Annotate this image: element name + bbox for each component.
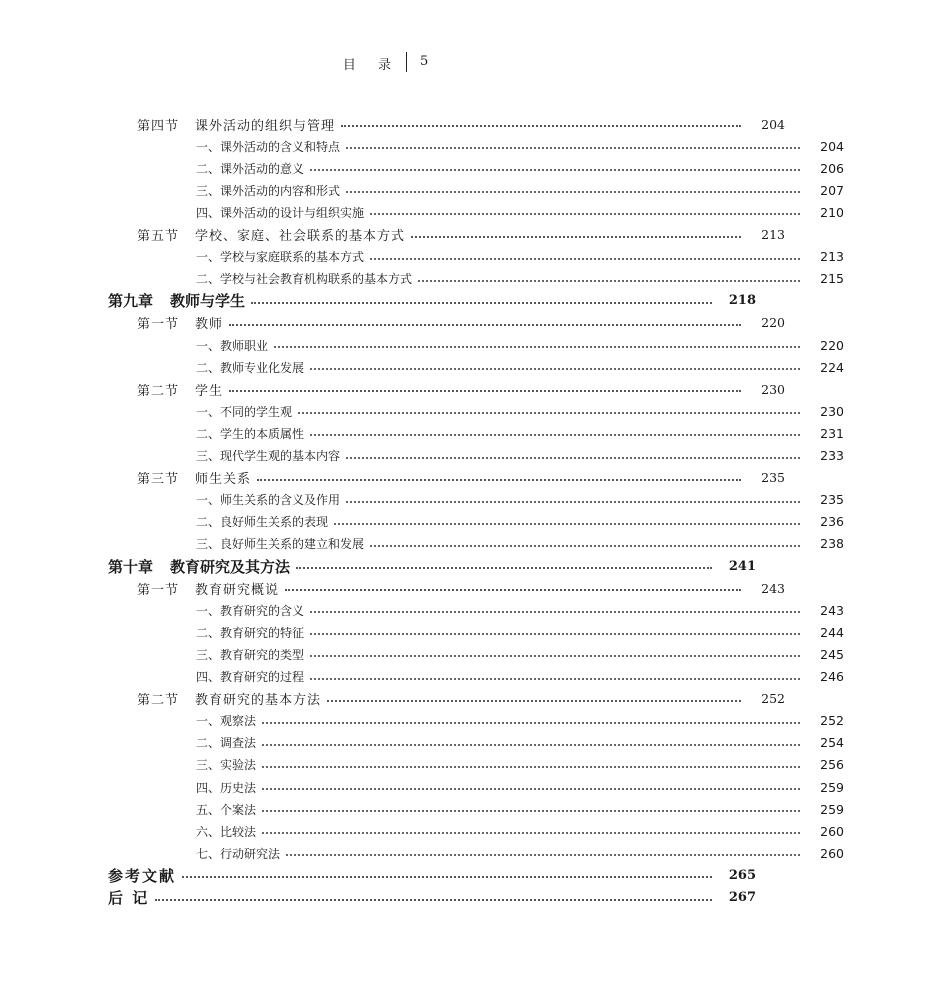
toc-entry-chapter[interactable] — [0, 555, 858, 577]
dot-leader — [310, 655, 800, 657]
toc-page-number: 243 — [761, 580, 785, 596]
toc-number: 第九章 — [108, 292, 154, 311]
toc-page-number: 238 — [820, 536, 844, 552]
dot-leader — [285, 589, 741, 591]
dot-leader — [327, 700, 741, 702]
dot-leader — [310, 611, 800, 613]
toc-number: 第二节 — [137, 383, 180, 399]
toc-entry-item[interactable] — [0, 776, 946, 798]
dot-leader — [262, 788, 800, 790]
toc-title: 三、教育研究的类型 — [196, 647, 305, 662]
toc-label — [137, 380, 223, 399]
toc-entry-item[interactable] — [0, 489, 946, 511]
toc-page-number: 207 — [820, 182, 844, 198]
dot-leader — [251, 302, 712, 304]
toc-label — [196, 248, 364, 265]
toc-label — [196, 801, 256, 818]
dot-leader — [310, 633, 800, 635]
toc-title: 一、教育研究的含义 — [196, 603, 305, 618]
toc-entry-item[interactable] — [0, 621, 946, 643]
toc-title: 四、历史法 — [196, 780, 257, 795]
toc-entry-item[interactable] — [0, 820, 946, 842]
toc-label — [196, 535, 364, 552]
toc-title: 一、教师职业 — [196, 338, 269, 353]
toc-entry-item[interactable] — [0, 599, 946, 621]
toc-entry-item[interactable] — [0, 422, 946, 444]
dot-leader — [262, 766, 800, 768]
toc-label — [137, 468, 251, 487]
toc-title: 一、课外活动的含义和特点 — [196, 139, 341, 154]
toc-title: 二、教师专业化发展 — [196, 360, 305, 375]
toc-title: 三、实验法 — [196, 758, 257, 773]
toc-page-number: 210 — [820, 204, 844, 220]
toc-label — [196, 779, 256, 796]
dot-leader — [274, 346, 800, 348]
toc-title: 师生关系 — [195, 472, 252, 488]
toc-page-number: 260 — [820, 823, 844, 839]
toc-label — [196, 403, 292, 420]
toc-title: 二、学生的本质属性 — [196, 426, 305, 441]
toc-label — [196, 337, 268, 354]
toc-entry-item[interactable] — [0, 356, 946, 378]
toc-label — [196, 712, 256, 729]
dot-leader — [262, 832, 800, 834]
toc-entry-item[interactable] — [0, 511, 946, 533]
toc-label — [196, 359, 304, 376]
dot-leader — [310, 169, 800, 171]
toc-page-number: 245 — [820, 646, 844, 662]
toc-page-number: 220 — [820, 337, 844, 353]
toc-title: 参考文献 — [108, 866, 177, 885]
toc-page-number: 220 — [761, 315, 785, 331]
toc-page-number: 230 — [761, 381, 785, 397]
dot-leader — [262, 744, 800, 746]
toc-label — [196, 138, 340, 155]
toc-entry-item[interactable] — [0, 666, 946, 688]
toc-label — [196, 425, 304, 442]
dot-leader — [418, 280, 800, 282]
dot-leader — [334, 523, 800, 525]
header-title: 目 录 — [342, 58, 400, 73]
toc-entry-item[interactable] — [0, 334, 946, 356]
toc-page-number: 235 — [761, 470, 785, 486]
toc-label — [196, 491, 340, 508]
toc-label — [108, 865, 176, 886]
toc-label — [196, 513, 328, 530]
toc-page-number: 259 — [820, 801, 844, 817]
toc-entry-chapter[interactable] — [0, 290, 858, 312]
dot-leader — [370, 545, 800, 547]
dot-leader — [155, 899, 712, 901]
toc-entry-section[interactable] — [0, 224, 887, 246]
toc-entry-back[interactable] — [0, 864, 858, 886]
toc-label — [196, 270, 412, 287]
toc-page-number: 244 — [820, 624, 844, 640]
toc-page-number: 252 — [761, 691, 785, 707]
toc-title: 四、教育研究的过程 — [196, 670, 305, 684]
toc-entry-item[interactable] — [0, 710, 946, 732]
toc-title: 三、现代学生观的基本内容 — [196, 449, 341, 463]
toc-entry-item[interactable] — [0, 643, 946, 665]
toc-number: 第三节 — [137, 472, 180, 488]
dot-leader — [310, 434, 800, 436]
toc-title: 一、观察法 — [196, 714, 257, 729]
toc-entry-item[interactable] — [0, 754, 946, 776]
toc-title: 三、良好师生关系的建立和发展 — [196, 537, 365, 552]
toc-entry-section[interactable] — [0, 378, 887, 400]
dot-leader — [229, 324, 741, 326]
toc-entry-section[interactable] — [0, 312, 887, 334]
toc-label — [108, 887, 149, 908]
toc-entry-item[interactable] — [0, 246, 946, 268]
toc-page-number: 230 — [820, 403, 844, 419]
toc-title: 三、课外活动的内容和形式 — [196, 183, 341, 198]
dot-leader — [286, 854, 800, 856]
toc-entry-section[interactable] — [0, 113, 887, 135]
dot-leader — [298, 412, 800, 414]
toc-page-number: 254 — [820, 735, 844, 751]
toc-title: 一、不同的学生观 — [196, 404, 293, 419]
toc-page-number: 235 — [820, 492, 844, 508]
toc-number: 第一节 — [137, 582, 180, 598]
dot-leader — [182, 876, 712, 878]
toc-entry-item[interactable] — [0, 201, 946, 223]
toc-page-number: 231 — [820, 425, 844, 441]
toc-page-number: 252 — [820, 713, 844, 729]
toc-title: 一、学校与家庭联系的基本方式 — [196, 250, 365, 265]
toc-label — [196, 734, 256, 751]
toc-label — [108, 290, 245, 311]
toc-page-number: 224 — [820, 359, 844, 375]
toc-number: 第四节 — [137, 118, 180, 134]
toc-entry-item[interactable] — [0, 268, 946, 290]
toc-entry-section[interactable] — [0, 467, 887, 489]
toc-label — [137, 225, 405, 244]
toc-entry-item[interactable] — [0, 400, 946, 422]
toc-page-number: 241 — [728, 558, 756, 574]
toc-entry-item[interactable] — [0, 842, 946, 864]
toc-title: 六、比较法 — [196, 824, 257, 839]
toc-title: 二、课外活动的意义 — [196, 161, 305, 176]
toc-title: 教育研究及其方法 — [170, 557, 291, 576]
toc-number: 第二节 — [137, 693, 180, 709]
toc-entry-item[interactable] — [0, 179, 946, 201]
toc-page-number: 256 — [820, 757, 844, 773]
toc-page-number: 243 — [820, 602, 844, 618]
toc-entry-item[interactable] — [0, 157, 946, 179]
dot-leader — [346, 457, 800, 459]
toc-page-number: 213 — [820, 249, 844, 265]
toc-entry-item[interactable] — [0, 732, 946, 754]
toc-title: 二、教育研究的特征 — [196, 625, 305, 640]
toc-label — [196, 756, 256, 773]
toc-page-number: 236 — [820, 514, 844, 530]
toc-entry-back[interactable] — [0, 887, 858, 909]
toc-title: 教师 — [195, 317, 224, 333]
toc-title: 课外活动的组织与管理 — [195, 118, 336, 134]
toc-title: 教师与学生 — [170, 292, 246, 311]
toc-label — [196, 845, 280, 862]
toc-page-number: 259 — [820, 779, 844, 795]
header-page-number: 5 — [420, 54, 429, 69]
toc-title: 学校、家庭、社会联系的基本方式 — [195, 229, 406, 244]
toc-entry-item[interactable] — [0, 533, 946, 555]
toc-page-number: 233 — [820, 448, 844, 463]
toc-page-number: 265 — [728, 867, 756, 883]
toc-title: 二、学校与社会教育机构联系的基本方式 — [196, 272, 413, 287]
toc-label — [108, 556, 290, 577]
toc-entry-item[interactable] — [0, 798, 946, 820]
header-separator — [406, 52, 407, 72]
toc-number: 第五节 — [137, 229, 180, 244]
toc-entry-section[interactable] — [0, 688, 887, 710]
toc-page-number: 206 — [820, 160, 844, 176]
toc-label — [196, 447, 340, 464]
toc-entry-item[interactable] — [0, 135, 946, 157]
dot-leader — [346, 501, 800, 503]
dot-leader — [262, 810, 800, 812]
dot-leader — [310, 368, 800, 370]
toc-label — [196, 182, 340, 199]
toc-entry-item[interactable] — [0, 445, 946, 467]
toc-label — [196, 160, 304, 177]
dot-leader — [370, 213, 800, 215]
toc-page-number: 267 — [728, 890, 756, 905]
toc-label — [196, 204, 364, 221]
toc-label — [196, 823, 256, 840]
toc-page-number: 260 — [820, 845, 844, 861]
toc-label — [196, 602, 304, 619]
dot-leader — [370, 258, 800, 260]
toc-title: 教育研究的基本方法 — [195, 693, 322, 709]
toc-label — [137, 313, 223, 332]
toc-title: 二、良好师生关系的表现 — [196, 515, 329, 530]
toc-page-number: 213 — [761, 227, 785, 242]
toc-title: 七、行动研究法 — [196, 846, 281, 861]
dot-leader — [229, 390, 741, 392]
dot-leader — [262, 722, 800, 724]
toc-label — [137, 115, 335, 134]
dot-leader — [346, 147, 800, 149]
toc-label — [137, 579, 279, 598]
toc-page-number: 246 — [820, 669, 844, 684]
toc-page-number: 204 — [761, 116, 785, 132]
toc-title: 学生 — [195, 383, 224, 399]
dot-leader — [341, 125, 741, 127]
toc-label — [196, 624, 304, 641]
dot-leader — [346, 191, 800, 193]
toc-title: 教育研究概说 — [195, 582, 280, 598]
toc-number: 第十章 — [108, 557, 154, 576]
toc-number: 第一节 — [137, 317, 180, 333]
toc-page-number: 204 — [820, 138, 844, 154]
toc-title: 一、师生关系的含义及作用 — [196, 493, 341, 508]
dot-leader — [296, 567, 712, 569]
toc-title: 四、课外活动的设计与组织实施 — [196, 205, 365, 220]
toc-label — [137, 689, 321, 708]
dot-leader — [257, 479, 741, 481]
toc-page-number: 218 — [728, 293, 756, 309]
toc-page-number: 215 — [820, 271, 844, 287]
dot-leader — [310, 678, 800, 680]
toc-label — [196, 646, 304, 663]
toc-label — [196, 668, 304, 685]
toc-title: 五、个案法 — [196, 802, 257, 817]
toc-title: 二、调查法 — [196, 736, 257, 751]
toc-entry-section[interactable] — [0, 577, 887, 599]
toc-title: 后 记 — [108, 889, 150, 907]
running-header — [0, 52, 750, 74]
dot-leader — [411, 236, 741, 238]
